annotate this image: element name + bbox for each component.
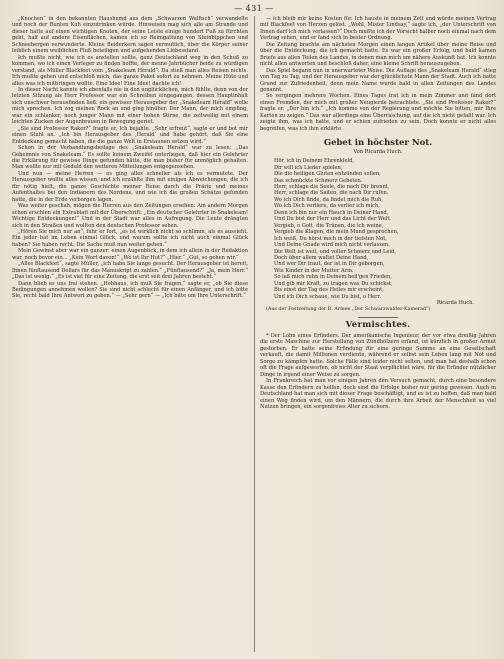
poem-body bbox=[260, 158, 496, 300]
right-paragraph: * Der Lohn eines Erfinders. Der amerikanische Ingenieur, der vor etwa dreißig Jahren die erste Maschine zur Herstellung von Zündhölzern erfand, ist kürzlich in großer Armut gestorben. Er hatte seine Erfindung für eine geringe Summe an eine Gesellschaft verkauft, die damit Millionen verdiente, während er selbst sein Leben lang mit Not und Sorge zu kämpfen hatte. Solche Fälle sind leider nicht selten, und man hat deshalb schon oft die Frage aufgeworfen, ob nicht der Staat verpflichtet wäre, für die Erfinder nützlicher Dinge in irgend einer Weise zu sorgen. bbox=[260, 333, 496, 378]
poem-title: Gebet in höchster Not. bbox=[323, 138, 433, 149]
left-paragraph: Ich mußte nicht, wie ich es anstellen sollte, ganz Deutschland weg in den Schuß zu kommen, wo ich einen Verleger zu finden hoffte, der meine Jahrbücher beide zu würdigen verstand, als Müller Blackfeet vom „Snakeleam Herald“. Da stieß man alles Reisen nichts. Ich mußte gehen und entschloß mich, das ganze Paket sofort zu nehmen. Meine Hüte und alles was ich mitbringen wollte. Eine Idee! Eine Idee! dachte ich! bbox=[12, 54, 248, 87]
left-paragraph: „Hören Sie mich nur an“, fuhr er fort, „es ist wirklich nicht so schlimm, als es aussieht. Ein jeder hat im Leben einmal Glück, und warum sollte ich nicht auch einmal Glück haben? Sie haben recht. Die Sache muß nun weiter gehen.“ bbox=[12, 228, 248, 248]
right-column bbox=[260, 16, 496, 652]
poem-signature: Ricarda Huch. bbox=[436, 300, 474, 307]
section-heading: Vermischtes. bbox=[345, 320, 411, 331]
section-rule bbox=[358, 317, 398, 318]
poem-source-note: (Aus der Festzeitung der B. Armee „Der Schwarzwalder-Kamerad“) bbox=[266, 306, 431, 312]
left-paragraph: „Knochen“ in den bekannten Haushemd aus dem „Schwarzen Walfisch“ verwandelte und noch der Bunten Kuh einzutrinken würde. Hinweisen mag sich alle am Strande und dieser hatte auf einen wichtigen Knoten, der seine Leiste einige hundert Fuß zu fürchten geht, half auf andere Eisenflächen, kamen ich so Reimgattung von Steinbippchen und Schneebergen verwunderte. Kleine Beiderkern sagen vermutlich, über die Körper seiner leiblich einem weiblichen Fluß beteiligen und aufgehenden Liebesstand. bbox=[12, 16, 248, 55]
poem-line: Wie Kinder in der Mutter Arm. bbox=[274, 267, 354, 274]
poem-line: Herr, schlage die Saiten, die nach Dir rufen. bbox=[274, 190, 389, 197]
left-paragraph: „Alles Blackfeet“, sagte Müller, „ich habe Sie lange gesucht. Der Herausgeber ist bereit, Ihnen fünftausend Dollars für das Manuskript zu zahlen.“ „Fünftausend?“ „Ja, mein Herr.“ „Das ist wenig.“ „Es ist viel für eine Zeitung, die erst seit drei Jahren besteht.“ bbox=[12, 261, 248, 281]
poem-line: Und gib mir Kraft, zu tragen was Du schickst, bbox=[274, 280, 393, 287]
left-paragraph: Und nun — meine Herren — es ging alles schneller als ich es vermutete. Der Herausgeber wollte alles wissen, und ich erzählte ihm mit einigen Abweichungen, die ich für nötig hielt, die ganze Geschichte meiner Reise durch die Prärie und meines Aufenthaltes bei den Indianern des Nordens, und wie ich die großen Schätze gefunden hatte, die in der Erde verborgen lagen. bbox=[12, 170, 248, 203]
poem-line: Und Du bist der Herr und das Licht der Welt. bbox=[274, 216, 392, 223]
columns bbox=[12, 16, 496, 652]
poem-line: Wo ich Dich verliere, da verlier ich mich, bbox=[274, 203, 380, 210]
poem-line: Dir will ich Lieder spielen, bbox=[274, 164, 343, 171]
right-paragraph: So vergingen mehrere Wochen. Eines Tages trat ich in mein Zimmer und fand dort einen Fremden, der mich mit großer Neugierde betrachtete. „Sie sind Professor Raker?“ fragte er. „Der bin ich.“ „Ich komme von der Regierung und möchte Sie bitten, mir Ihre Karten zu zeigen.“ Das war allerdings eine Überraschung, auf die ich nicht gefaßt war. Ich zeigte ihm, was ich hatte, und er schien zufrieden zu sein. Doch konnte er nicht alles begreifen, was ich ihm erklärte. bbox=[260, 93, 496, 132]
left-paragraph: Was weiter geschah, mögen die Herren aus den Zeitungen ersehen: Am andern Morgen schon erschien ein Extrablatt mit der Überschrift: „Ein deutscher Gelehrter in Snakeleam! Wichtige Entdeckungen!“ Und in der Stadt war alles in Aufregung. Die Leute drängten sich in den Straßen und wollten den deutschen Professor sehen. bbox=[12, 203, 248, 229]
page-number: — 431 — bbox=[234, 4, 274, 13]
poem-line: Vergieb, o Gott, die Tränen, die ich weine, bbox=[274, 222, 384, 229]
poem-line: Vergieb die Klagen, die mein Mund gesprochen, bbox=[274, 229, 399, 236]
left-paragraph: Mein Gewinst aber war ein ganzer: einen Augenblick, in dem ich allein in der Redaktion war, noch bevor ein... „Kein Wort davon!“ „Wo ist Ihr Hut?“ „Hier.“ „Gut, so gehen wir.“ bbox=[12, 248, 248, 261]
poem-line: Doch über allem waltet Deine Hand, bbox=[274, 254, 369, 261]
poem-line: Bis einst der Tag des Heiles mir erscheint, bbox=[274, 287, 384, 294]
poem-line: Das schmückte Schmerz Gebeten. bbox=[274, 177, 363, 184]
right-paragraph: — ich bleib mir keine Kosten für. Ich hauste in meinem Zelt und würde meinen Vertrag mit Blackfeet von Herzen gelöst. „Wohl, Mister Lindsay,“ sagte ich, „der Unterschrift von Ihnen darf ich mich verlassen?“ Doch mußte ich der Vorsicht halber noch einmal nach dem Vertrag sehen, und er fand sich in bester Ordnung. bbox=[260, 16, 496, 42]
poem-author: Von Ricarda Huch. bbox=[353, 149, 403, 156]
left-paragraph: Dann blieb es uns frei stehen. „Hobhaus, ich muß Sie fragen,“ sagte er, „ob Sie diese Bedingungen annehmen wollen? Sie sind nicht schlecht für einen Anfänger, und ich bitte Sie, recht bald Ihre Antwort zu geben.“ — „Sehr gern“ — „Ich bitte um Ihre Unterschrift.“ bbox=[12, 280, 248, 300]
poem-line: Und Deine Gnade wird mich nicht verlassen. bbox=[274, 242, 390, 249]
column-divider bbox=[254, 16, 255, 652]
poem-line: Ich weiß, Du hörst mich in der tiefsten Not, bbox=[274, 235, 387, 242]
poem-line: Die Welt ist weit, und voller Schmerz und Leid, bbox=[274, 248, 396, 255]
left-column bbox=[12, 16, 248, 652]
left-paragraph: In dieser Nacht kannte ich ebenfalls nie in den unglücklichen, mich fühlte, denn von der letzten Sitzung als Herr Professor war ein Schreiben eingegangen, dessen Hauptinhalt sich unschwer herausfinden ließ: ein gewisser Herausgeber der „Snakeleam Herald“ wolle mich sprechen. Ich zog meinen Rock an und ging hinüber. Der Mann, der mich empfing, war ein schlanker, noch junger Mann mit einer hohen Stirne, die zeitweilig mit einem leichten Zucken der Augenbrauen in Bewegung geriet. bbox=[12, 86, 248, 126]
poem-line: Hör, ich in Deinem Ehrenkleid, bbox=[274, 158, 354, 165]
poem-line: Herr, schlage die Seele, die nach Dir brennt, bbox=[274, 183, 390, 190]
poem-line: So laß mich ruhn in Deinem heil'gen Frieden, bbox=[274, 274, 392, 281]
left-paragraph: Schon in der Verhandlungsbeilage des „Snakeleam Herald“ war zu lesen: „Das Geheimnis von Snakeleam.“ Es sollte keinem Zweifel unterliegen, daß hier ein Gelehrter die Erklärung für gewisse Dinge gefunden hätte, die man bisher für unmöglich gehalten. Man wollte nur mit Geduld den weiteren Mitteilungen entgegensehen. bbox=[12, 145, 248, 171]
poem-line: Die die heiligen Gluten entzünden sollen, bbox=[274, 171, 381, 178]
poem-line: Wo ich Dich finde, da findet mich die Ruh, bbox=[274, 196, 383, 203]
right-paragraph: In Frankreich hat man vor einigen Jahren den Versuch gemacht, durch eine besondere Kasse den Erfindern zu helfen, doch sind die Erfolge bisher nur gering gewesen. Auch in Deutschland hat man sich mit dieser Frage beschäftigt, und es ist zu hoffen, daß man bald einen Weg finden wird, um den Männern, die durch ihre Arbeit der Menschheit so viel Nutzen bringen, ein sorgenfreies Alter zu sichern. bbox=[260, 378, 496, 411]
poem-line: Und ich Dich schaue, wie Du bist, o Herr. bbox=[274, 293, 382, 300]
right-paragraph: Die Zeitung brachte am nächsten Morgen einen langen Artikel über meine Reise und über die Entdeckung, die ich gemacht hatte. Es war ein großer Erfolg, und bald kamen Briefe aus allen Teilen des Landes, in denen man mich um nähere Auskunft bat. Ich konnte nicht allen antworten und beschloß daher, eine kleine Schrift herauszugeben. bbox=[260, 41, 496, 68]
poem-line: Denn ich bin nur ein Hauch in Deiner Hand, bbox=[274, 209, 389, 216]
right-paragraph: Das Spiel begann nun in unerwarteter Weise. Die Auflage des „Snakeleam Herald“ stieg von Tag zu Tag, und der Herausgeber war der glücklichste Mann der Stadt. Auch ich hatte Grund zur Zufriedenheit, denn mein Name wurde bald in allen Zeitungen des Landes genannt. bbox=[260, 67, 496, 93]
poem-line: Und wer Dir traut, der ist in Dir geborgen, bbox=[274, 261, 385, 268]
left-paragraph: „Sie sind Professor Raker?“ fragte er. Ich bejahte. „Sehr erfreut“, sagte er und bot mir einen Stuhl an. „Ich bin Herausgeber des ‚Herald‘ und habe gehört, daß Sie eine Entdeckung gemacht haben, die die ganze Welt in Erstaunen setzen wird.“ bbox=[12, 125, 248, 145]
